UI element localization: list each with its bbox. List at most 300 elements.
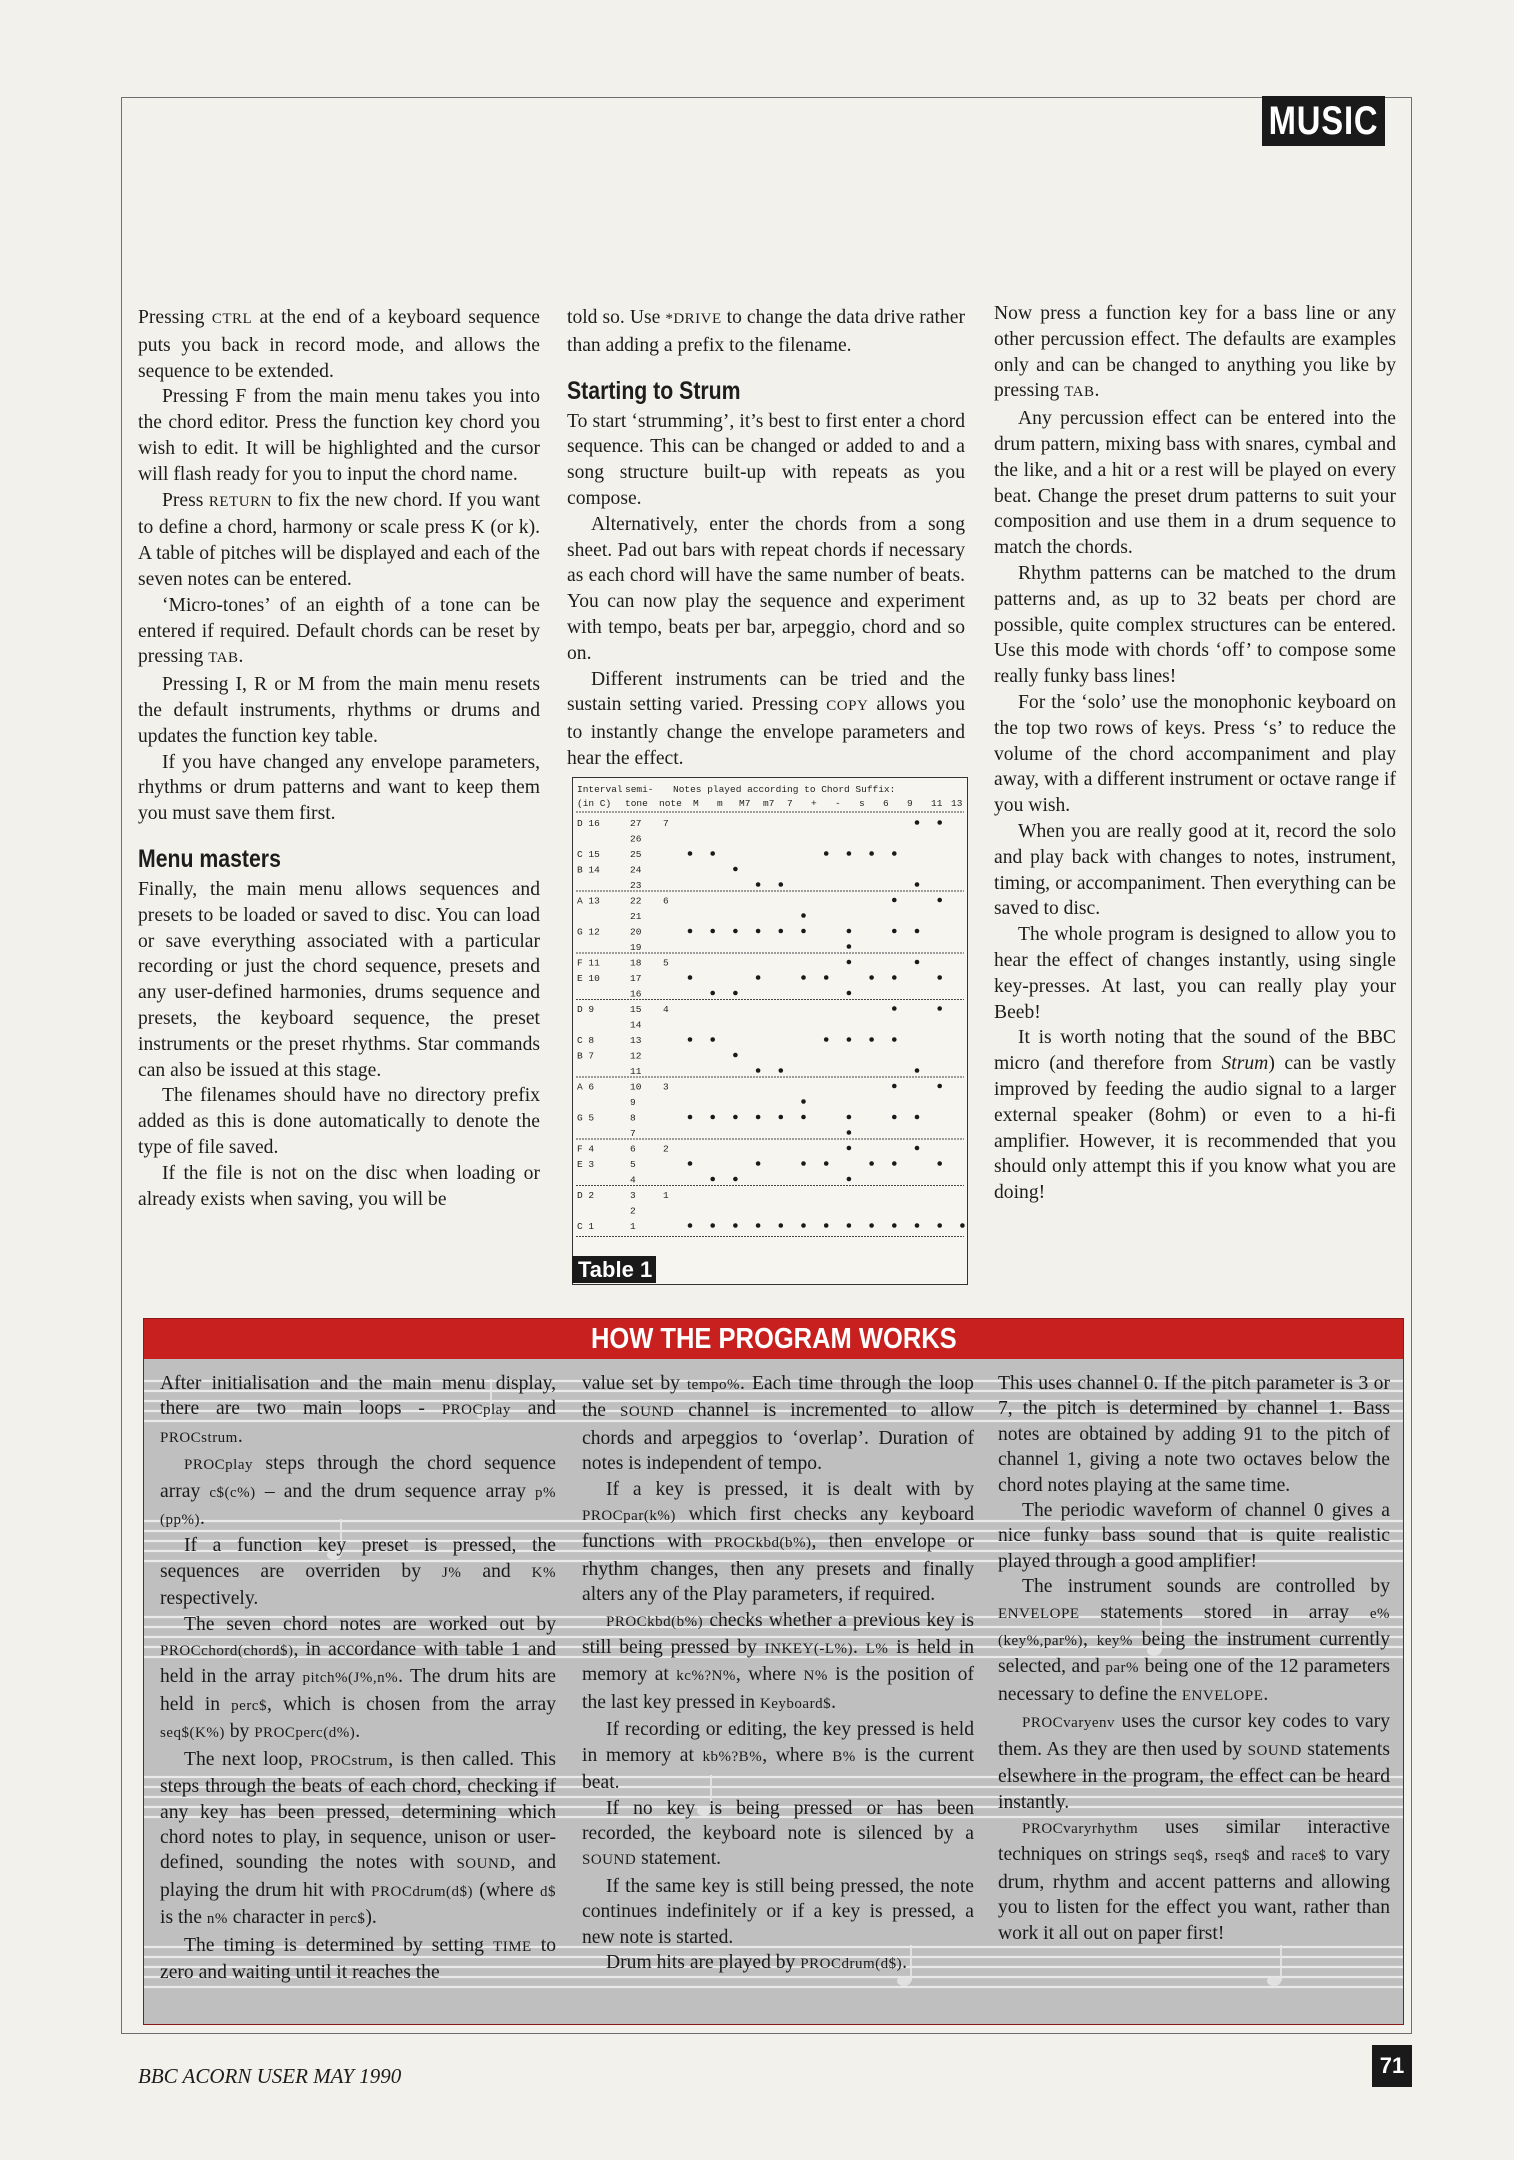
- code-term: kc%?N%: [676, 1668, 736, 1685]
- code-term: SOUND: [456, 1856, 511, 1873]
- text-run: , and playing the drum hit with: [160, 1852, 556, 1901]
- table-note-dot: [869, 975, 874, 980]
- article-column-1: [138, 305, 540, 1212]
- table-note-dot: [779, 929, 784, 934]
- table-header-suffix: 7: [787, 798, 793, 809]
- table-note-dot: [915, 1223, 920, 1228]
- table-note-dot: [710, 1223, 715, 1228]
- table-note-dot: [801, 975, 806, 980]
- text-run: .: [237, 1425, 243, 1447]
- table-semitone: 12: [630, 1050, 642, 1062]
- code-term: Keyboard$: [759, 1695, 832, 1712]
- text-run: is the current beat.: [582, 1744, 975, 1794]
- chord-pitch-table: [572, 777, 968, 1285]
- text-run: The next loop,: [184, 1748, 311, 1770]
- paragraph: [138, 1083, 540, 1160]
- paragraph: [138, 750, 540, 827]
- table-note-dot: [733, 867, 738, 872]
- paragraph: [160, 1371, 556, 1451]
- table-note-dot: [892, 1161, 897, 1166]
- text-run: Now press a function key for a bass line or any other percussion effect. The defaults are examples only and can be changed to anything you like by pressing: [994, 303, 1396, 402]
- text-run: being one of the 12 parameters necessary to define the: [998, 1656, 1390, 1705]
- text-run: The filenames should have no directory prefix added as this is done automatically to denote the type of file saved.: [138, 1085, 540, 1158]
- code-term: PROCpar(k%): [582, 1508, 676, 1525]
- table-note-dot: [710, 1115, 715, 1120]
- table-note-dot: [937, 1161, 942, 1166]
- code-term: ENVELOPE: [1181, 1687, 1264, 1704]
- table-note-dot: [733, 991, 738, 996]
- table-note-dot: [688, 1115, 693, 1120]
- table-interval-label: D 9: [577, 1004, 595, 1015]
- table-note-number: 3: [663, 1081, 669, 1093]
- table-interval-label: E 10: [577, 973, 600, 984]
- box-title: [144, 1319, 1403, 1359]
- table-note-dot: [779, 882, 784, 887]
- table-note-dot: [869, 1223, 874, 1228]
- table-semitone: 26: [630, 833, 642, 845]
- table-note-dot: [892, 898, 897, 903]
- code-term: PROCperc(d%): [254, 1725, 356, 1742]
- paragraph: [994, 819, 1396, 922]
- code-term: TAB: [1064, 384, 1095, 401]
- table-note-dot: [847, 960, 852, 965]
- box-column-3: [998, 1371, 1390, 1946]
- table-interval-label: C 8: [577, 1035, 595, 1046]
- box-column-2: [582, 1371, 974, 1977]
- table-note-dot: [733, 1223, 738, 1228]
- code-term: RETURN: [208, 493, 272, 510]
- text-run: If you have changed any envelope parameters, rhythms or drum patterns and want to keep them you must save them first.: [138, 751, 540, 825]
- text-run: .: [355, 1721, 361, 1743]
- code-term: TIME: [493, 1938, 532, 1955]
- text-run: If the same key is still being pressed, the note continues indefinitely or if a key is pressed, a new note is started.: [582, 1875, 974, 1948]
- code-term: *DRIVE: [665, 311, 722, 327]
- text-run: .: [1094, 380, 1100, 402]
- code-term: perc$: [231, 1697, 267, 1714]
- text-run: Pressing I, R or M from the main menu resets the default instruments, rhythms or drums and updates the function key table.: [138, 674, 540, 747]
- article-column-3: [994, 301, 1396, 1206]
- paragraph: [138, 593, 540, 672]
- table-note-dot: [847, 1037, 852, 1042]
- table-note-dot: [915, 1146, 920, 1151]
- text-run: Finally, the main menu allows sequences and presets to be loaded or saved to disc. You can load or save everything associated with a particular recording or just the chord sequence, presets and any user-defined harmonies, drums sequence and presets, the keyboard sequence, the preset instruments or the preset rhythms. Star commands can also be issued at this stage.: [138, 878, 540, 1081]
- table-note-dot: [779, 1223, 784, 1228]
- text-run: Drum hits are played by: [606, 1951, 801, 1973]
- table-interval-label: G 5: [577, 1112, 595, 1124]
- text-run: This uses channel 0. If the pitch parameter is 3 or 7, the pitch is determined by channel 1. Bass notes are obtained by adding 91 to the pitch of channel 1, giving a note two octaves below the chord notes playing at the same time.: [998, 1373, 1390, 1496]
- table-header-suffix: 9: [907, 798, 913, 809]
- table-semitone: 15: [630, 1004, 642, 1015]
- table-note-dot: [892, 1084, 897, 1089]
- code-term: p%(pp%): [160, 1484, 557, 1529]
- table-note-dot: [847, 991, 852, 996]
- text-run: The seven chord notes are worked out by: [184, 1613, 556, 1635]
- table-semitone: 13: [630, 1035, 642, 1046]
- code-term: seq$(K%): [160, 1725, 225, 1742]
- table-note-dot: [937, 898, 942, 903]
- table-header-suffix: 13: [951, 798, 963, 809]
- text-run: is the: [160, 1907, 207, 1929]
- code-term: e%(key%,par%): [998, 1605, 1390, 1650]
- paragraph: [998, 1498, 1390, 1574]
- text-run: Any percussion effect can be entered into the drum pattern, mixing bass with snares, cymbal and the like, and a hit or a rest will be played on every beat. Change the preset drum patterns to suit your composition and use them in a drum sequence to match the chords.: [994, 408, 1396, 559]
- code-term: PROCvaryenv: [1022, 1715, 1115, 1732]
- table-semitone: 9: [630, 1097, 636, 1108]
- table-note-dot: [847, 1223, 852, 1228]
- table-note-dot: [688, 851, 693, 856]
- table-note-dot: [892, 1006, 897, 1011]
- text-run: ,: [1203, 1844, 1215, 1866]
- text-run: For the ‘solo’ use the monophonic keyboard on the top two rows of keys. Press ‘s’ to reduce the volume of the chord accompaniment and play away, with a different instrument or octave range if you wish.: [994, 691, 1396, 817]
- text-run: The instrument sounds are controlled by: [1022, 1576, 1390, 1598]
- paragraph: [582, 1608, 974, 1718]
- paragraph: [998, 1574, 1390, 1709]
- table-interval-label: B 14: [577, 864, 600, 876]
- text-run: .: [852, 1637, 866, 1659]
- code-term: PROCvaryrhythm: [1022, 1820, 1139, 1837]
- table-interval-label: C 15: [577, 849, 600, 860]
- code-term: par%: [1105, 1660, 1140, 1677]
- text-run: Pressing: [138, 307, 212, 328]
- table-note-dot: [801, 913, 806, 918]
- table-semitone: 14: [630, 1019, 642, 1031]
- table-note-dot: [824, 1037, 829, 1042]
- table-interval-label: A 13: [577, 895, 600, 907]
- text-run: (where: [472, 1879, 540, 1901]
- paragraph: [138, 1161, 540, 1213]
- table-note-dot: [756, 1068, 761, 1073]
- table-note-dot: [892, 1037, 897, 1042]
- code-term: B%: [832, 1748, 856, 1765]
- box-column-1: [160, 1371, 556, 1985]
- table-semitone: 19: [630, 942, 642, 953]
- text-run: Alternatively, enter the chords from a song sheet. Pad out bars with repeat chords if necessary as each chord will have the same number of beats. You can now play the sequence and experiment with tempo, beats per bar, arpeggio, chord and so on.: [567, 513, 965, 664]
- table-note-dot: [892, 929, 897, 934]
- table-note-dot: [847, 929, 852, 934]
- table-note-dot: [915, 882, 920, 887]
- paragraph: [567, 667, 965, 772]
- table-note-dot: [824, 1223, 829, 1228]
- chord-pitch-table-graphic: [573, 778, 967, 1284]
- table-note-dot: [688, 975, 693, 980]
- code-term: COPY: [826, 698, 869, 715]
- text-run: It is worth noting that the sound of the BBC micro (and therefore from: [994, 1027, 1396, 1075]
- text-run: allows you to instantly change the envelope parameters and hear the effect.: [567, 694, 966, 769]
- table-note-dot: [733, 1115, 738, 1120]
- table-header-suffix: tone: [625, 798, 648, 809]
- code-term: rseq$: [1214, 1848, 1250, 1865]
- table-note-dot: [756, 1223, 761, 1228]
- table-note-dot: [756, 1161, 761, 1166]
- code-term: PROCstrum: [160, 1429, 238, 1446]
- table-semitone: 4: [630, 1174, 636, 1186]
- text-run: . Each time through the loop the: [582, 1373, 974, 1422]
- code-term: PROCplay: [441, 1402, 511, 1419]
- table-note-dot: [915, 1068, 920, 1073]
- article-column-2: [567, 305, 965, 772]
- table-note-dot: [756, 882, 761, 887]
- table-interval-label: D 16: [577, 818, 600, 829]
- table-semitone: 2: [630, 1205, 636, 1217]
- table-semitone: 7: [630, 1128, 636, 1139]
- table-semitone: 17: [630, 973, 642, 984]
- text-run: checks whether a previous key is still being pressed by: [582, 1609, 974, 1659]
- paragraph: [567, 305, 965, 359]
- text-run: To start ‘strumming’, it’s best to first enter a chord sequence. This can be changed or added to and a song structure built-up with repeats as you compose.: [567, 410, 965, 509]
- code-term: PROCdrum(d$): [800, 1955, 903, 1972]
- table-note-dot: [869, 851, 874, 856]
- code-term: INKEY(-L%): [764, 1641, 853, 1658]
- table-note-dot: [915, 960, 920, 965]
- text-run: to vary drum, rhythm and accent patterns and allowing you to listen for the effect you want, rather than work it all out on paper first!: [998, 1844, 1390, 1944]
- table-semitone: 16: [630, 988, 642, 1000]
- paragraph: [998, 1371, 1390, 1498]
- text-run: , is then called. This steps through the beats of each chord, checking if any key has been pressed, determining which chord notes to play, in sequence, unison or user-defined, sounding the notes with: [160, 1748, 557, 1874]
- text-run: The timing is determined by setting: [184, 1934, 494, 1956]
- text-run: , where: [762, 1744, 833, 1766]
- table-note-dot: [847, 1115, 852, 1120]
- table-interval-label: E 3: [577, 1159, 595, 1170]
- paragraph: [138, 672, 540, 749]
- table-note-dot: [892, 975, 897, 980]
- table-note-dot: [824, 851, 829, 856]
- table-note-dot: [915, 929, 920, 934]
- table-note-dot: [937, 820, 942, 825]
- paragraph: [160, 1533, 556, 1611]
- text-run: If a key is pressed, it is dealt with by: [606, 1478, 974, 1500]
- table-note-dot: [847, 1177, 852, 1182]
- text-run: ‘Micro-tones’ of an eighth of a tone can be entered if required. Default chords can be reset by pressing: [138, 594, 540, 668]
- paragraph: [138, 488, 540, 593]
- table-interval-label: F 4: [577, 1143, 595, 1155]
- table-header-semi: semi-: [625, 784, 654, 795]
- text-run: at the end of a keyboard sequence puts you back in record mode, and allows the sequence to be extended.: [138, 307, 540, 382]
- text-run: channel is incremented to allow chords and arpeggios to ‘overlap’. Duration of notes is independent of tempo.: [582, 1400, 974, 1475]
- paragraph: [567, 512, 965, 667]
- table-note-dot: [847, 1146, 852, 1151]
- code-term: key%: [1096, 1633, 1133, 1650]
- table-header-suffix: 11: [931, 798, 943, 809]
- text-run: statements elsewhere in the program, the effect can be heard instantly.: [998, 1738, 1390, 1813]
- code-term: N%: [803, 1668, 828, 1685]
- table-note-number: 4: [663, 1004, 669, 1015]
- text-run: to zero and waiting until it reaches the: [160, 1934, 557, 1983]
- table-header-notes: Notes played according to Chord Suffix:: [673, 784, 896, 795]
- table-note-dot: [801, 929, 806, 934]
- table-semitone: 27: [630, 818, 642, 829]
- code-term: PROCdrum(d$): [371, 1883, 473, 1900]
- table-note-number: 7: [663, 818, 669, 829]
- text-run: and: [461, 1560, 532, 1582]
- text-run: told so. Use: [567, 307, 666, 328]
- table-semitone: 20: [630, 926, 642, 938]
- table-interval-label: B 7: [577, 1050, 595, 1062]
- text-run: When you are really good at it, record the solo and play back with changes to notes, instrument, timing, or accompaniment. Then everything can be saved to disc.: [994, 820, 1396, 920]
- table-note-dot: [688, 1223, 693, 1228]
- table-note-dot: [847, 1130, 852, 1135]
- table-note-dot: [688, 1161, 693, 1166]
- text-run: .: [200, 1508, 205, 1530]
- table-header-suffix: (in C): [577, 798, 612, 809]
- text-run: uses similar interactive techniques on strings: [998, 1816, 1390, 1866]
- code-term: pitch%(J%,n%: [302, 1670, 399, 1687]
- table-note-dot: [824, 975, 829, 980]
- paragraph: [138, 877, 540, 1083]
- text-run: Rhythm patterns can be matched to the drum patterns and, as up to 32 beats per chord are possible, quite complex structures can be entered. Use this mode with chords ‘off’ to compose some really funky bass lines!: [994, 562, 1396, 688]
- text-run: , in accordance with table 1 and held in the array: [160, 1639, 556, 1688]
- table-interval-label: F 11: [577, 957, 600, 969]
- table-interval-label: D 2: [577, 1190, 595, 1201]
- table-caption: Table 1: [572, 1256, 656, 1283]
- table-semitone: 11: [630, 1066, 642, 1077]
- text-run: If recording or editing, the key pressed is held in memory at: [582, 1719, 974, 1766]
- text-run: which first checks any keyboard functions with: [582, 1504, 974, 1553]
- table-note-dot: [733, 1053, 738, 1058]
- paragraph: [160, 1612, 556, 1747]
- table-semitone: 25: [630, 849, 642, 860]
- page-number: 71: [1372, 2045, 1412, 2087]
- table-note-dot: [688, 929, 693, 934]
- code-term: TAB: [208, 650, 239, 667]
- paragraph: [998, 1815, 1390, 1946]
- text-run: Different instruments can be tried and the sustain setting varied. Pressing: [567, 668, 965, 716]
- code-term: race$: [1291, 1848, 1327, 1865]
- table-note-dot: [892, 1223, 897, 1228]
- table-header-suffix: m7: [763, 798, 775, 809]
- table-interval-label: G 12: [577, 926, 600, 938]
- box-title-text: HOW THE PROGRAM WORKS: [590, 1323, 957, 1355]
- table-header-suffix: +: [811, 798, 817, 809]
- text-run: .: [902, 1951, 908, 1973]
- paragraph: [994, 561, 1396, 690]
- table-header-suffix: -: [835, 798, 841, 809]
- text-run: If no key is being pressed or has been recorded, the keyboard note is silenced by a: [582, 1797, 974, 1844]
- text-run: to change the data drive rather than adding a prefix to the filename.: [567, 307, 965, 356]
- text-run: ).: [365, 1907, 377, 1929]
- text-run: steps through the chord sequence array: [160, 1453, 556, 1502]
- table-note-dot: [710, 991, 715, 996]
- table-semitone: 1: [630, 1221, 636, 1232]
- text-run: by: [224, 1721, 255, 1743]
- paragraph: [582, 1796, 974, 1874]
- table-note-dot: [710, 1177, 715, 1182]
- table-note-dot: [756, 975, 761, 980]
- table-note-dot: [892, 851, 897, 856]
- table-semitone: 23: [630, 880, 642, 891]
- table-semitone: 8: [630, 1112, 636, 1124]
- section-tag: MUSIC: [1262, 96, 1385, 146]
- table-interval-label: A 6: [577, 1081, 595, 1093]
- table-semitone: 5: [630, 1159, 636, 1170]
- table-note-dot: [688, 1037, 693, 1042]
- code-term: PROCchord(chord$): [160, 1643, 294, 1660]
- table-note-dot: [915, 1115, 920, 1120]
- table-note-dot: [710, 1037, 715, 1042]
- how-the-program-works-box: [143, 1318, 1404, 2025]
- code-term: c$(c%): [209, 1484, 256, 1501]
- table-header-suffix: s: [859, 798, 865, 809]
- table-note-dot: [824, 1161, 829, 1166]
- code-term: CTRL: [211, 311, 253, 327]
- text-run: value set by: [582, 1373, 688, 1394]
- code-term: PROCkbd(b%): [606, 1613, 704, 1630]
- table-note-number: 6: [663, 895, 669, 907]
- text-run: uses the cursor key codes to vary them. As they are then used by: [998, 1711, 1390, 1760]
- paragraph: [994, 922, 1396, 1025]
- text-run: . The drum hits are held in: [160, 1666, 556, 1715]
- paragraph: [160, 1933, 556, 1986]
- table-note-dot: [847, 944, 852, 949]
- table-note-dot: [756, 929, 761, 934]
- section-heading: Starting to Strum: [567, 376, 741, 405]
- table-note-dot: [937, 975, 942, 980]
- table-header-suffix: 6: [883, 798, 889, 809]
- code-term: L%: [865, 1641, 889, 1658]
- table-note-dot: [779, 1068, 784, 1073]
- paragraph: [582, 1950, 974, 1977]
- table-note-dot: [937, 1223, 942, 1228]
- code-term: ENVELOPE: [998, 1605, 1080, 1622]
- italic-title: Strum: [1221, 1053, 1269, 1075]
- table-note-dot: [937, 1084, 942, 1089]
- table-header-suffix: m: [717, 798, 723, 809]
- table-semitone: 3: [630, 1190, 636, 1201]
- text-run: After initialisation and the main menu display, there are two main loops -: [160, 1373, 556, 1420]
- table-note-number: 2: [663, 1143, 669, 1155]
- table-note-dot: [937, 1006, 942, 1011]
- paragraph: [994, 1025, 1396, 1206]
- code-term: seq$: [1173, 1848, 1204, 1865]
- paragraph: [998, 1709, 1390, 1815]
- table-note-dot: [892, 1115, 897, 1120]
- code-term: d$: [540, 1883, 556, 1900]
- table-note-dot: [801, 1223, 806, 1228]
- text-run: – and the drum sequence array: [255, 1480, 536, 1502]
- table-semitone: 6: [630, 1143, 636, 1155]
- table-note-dot: [733, 929, 738, 934]
- code-term: perc$: [329, 1911, 366, 1928]
- text-run: .: [1263, 1683, 1269, 1705]
- code-term: K%: [531, 1564, 556, 1581]
- section-heading: Menu masters: [138, 844, 281, 873]
- paragraph: [138, 305, 540, 384]
- paragraph: [582, 1477, 974, 1608]
- text-run: is the position of the last key pressed in: [582, 1664, 975, 1713]
- paragraph: [582, 1371, 974, 1477]
- text-run: ) can be vastly improved by feeding the audio signal to a larger external speaker (8ohm) or even to a hi-fi amplifier. However, it is recommended that you should only attempt this if you know what you are doing!: [994, 1053, 1396, 1204]
- table-header-suffix: note: [659, 798, 682, 809]
- text-run: Press: [162, 489, 209, 511]
- text-run: , then envelope or rhythm changes, then any presets and finally alters any of the Play parameters, if required.: [582, 1531, 974, 1606]
- text-run: If a function key preset is pressed, the sequences are overriden by: [160, 1535, 556, 1582]
- table-header-interval: Interval: [577, 784, 623, 795]
- text-run: and: [1249, 1844, 1292, 1866]
- table-interval-label: C 1: [577, 1221, 595, 1232]
- code-term: PROCstrum: [310, 1752, 389, 1769]
- text-run: being the instrument currently selected, and: [998, 1629, 1391, 1678]
- paragraph: [994, 301, 1396, 406]
- table-note-dot: [710, 851, 715, 856]
- table-note-dot: [915, 820, 920, 825]
- paragraph: [138, 384, 540, 487]
- text-run: and: [510, 1398, 556, 1420]
- table-header-suffix: M: [693, 798, 699, 809]
- table-note-dot: [869, 1037, 874, 1042]
- table-note-dot: [733, 1177, 738, 1182]
- table-note-dot: [779, 1115, 784, 1120]
- text-run: character in: [227, 1907, 330, 1929]
- code-term: SOUND: [582, 1852, 637, 1869]
